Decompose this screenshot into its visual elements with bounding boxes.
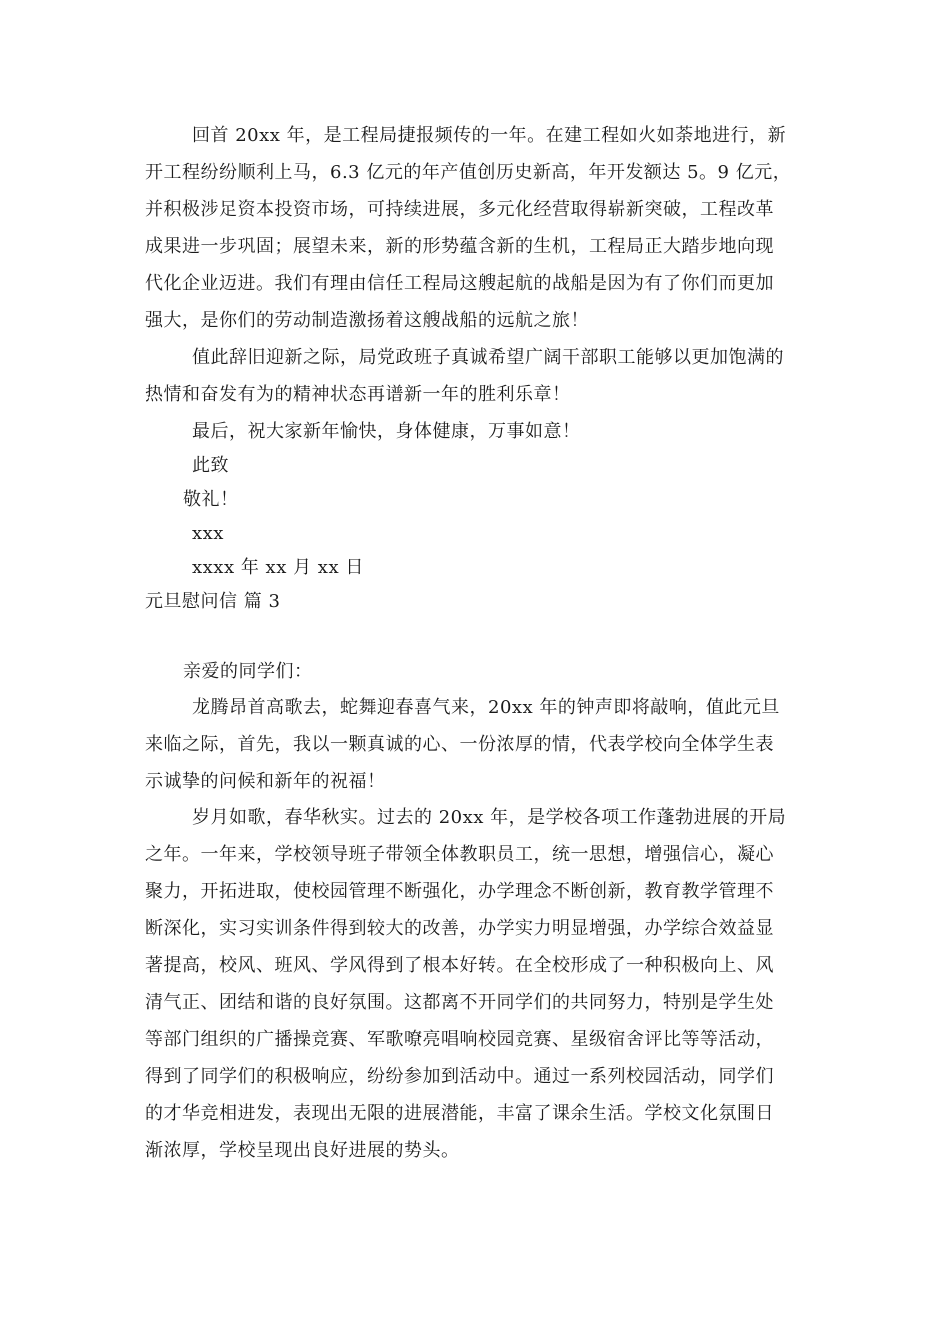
- paragraph3-line-2: 来临之际，首先，我以一颗真诚的心、一份浓厚的情，代表学校向全体学生表: [145, 734, 774, 755]
- paragraph2-line-1: 值此辞旧迎新之际，局党政班子真诚希望广阔干部职工能够以更加饱满的: [192, 347, 784, 368]
- paragraph1-line-4: 成果进一步巩固；展望未来，新的形势蕴含新的生机，工程局正大踏步地向现: [145, 236, 774, 257]
- paragraph1-line-3: 并积极涉足资本投资市场，可持续进展，多元化经营取得崭新突破，工程改革: [145, 199, 774, 220]
- closing-jingli: 敬礼！: [183, 489, 239, 510]
- paragraph4-line-7: 等部门组织的广播操竞赛、军歌嘹亮唱响校园竞赛、星级宿舍评比等等活动，: [145, 1029, 774, 1050]
- paragraph1-line-1: 回首 20xx 年，是工程局捷报频传的一年。在建工程如火如荼地进行，新: [192, 125, 787, 146]
- paragraph4-line-5: 著提高，校风、班风、学风得到了根本好转。在全校形成了一种积极向上、风: [145, 955, 774, 976]
- paragraph4-line-9: 的才华竞相进发，表现出无限的进展潜能，丰富了课余生活。学校文化氛围日: [145, 1103, 774, 1124]
- paragraph4-line-2: 之年。一年来，学校领导班子带领全体教职员工，统一思想，增强信心，凝心: [145, 844, 774, 865]
- paragraph4-line-6: 清气正、团结和谐的良好氛围。这都离不开同学们的共同努力，特别是学生处: [145, 992, 774, 1013]
- closing-cizhi: 此致: [192, 455, 229, 476]
- paragraph4-line-4: 断深化，实习实训条件得到较大的改善，办学实力明显增强，办学综合效益显: [145, 918, 774, 939]
- paragraph1-line-2: 开工程纷纷顺利上马，6.3 亿元的年产值创历史新高，年开发额达 5。9 亿元，: [145, 162, 792, 183]
- paragraph3-line-3: 示诚挚的问候和新年的祝福！: [145, 771, 386, 792]
- paragraph2-line-2: 热情和奋发有为的精神状态再谱新一年的胜利乐章！: [145, 384, 571, 405]
- paragraph1-line-5: 代化企业迈进。我们有理由信任工程局这艘起航的战船是因为有了你们而更加: [145, 273, 774, 294]
- closing-wishes: 最后，祝大家新年愉快，身体健康，万事如意！: [192, 421, 581, 442]
- closing-date: xxxx 年 xx 月 xx 日: [192, 557, 364, 578]
- section-title: 元旦慰问信 篇 3: [145, 591, 281, 612]
- paragraph1-line-6: 强大，是你们的劳动制造激扬着这艘战船的远航之旅！: [145, 310, 589, 331]
- paragraph4-line-8: 得到了同学们的积极响应，纷纷参加到活动中。通过一系列校园活动，同学们: [145, 1066, 774, 1087]
- paragraph4-line-3: 聚力，开拓进取，使校园管理不断强化，办学理念不断创新，教育教学管理不: [145, 881, 774, 902]
- paragraph4-line-1: 岁月如歌，春华秋实。过去的 20xx 年，是学校各项工作蓬勃进展的开局: [192, 807, 787, 828]
- paragraph4-line-10: 渐浓厚，学校呈现出良好进展的势头。: [145, 1140, 460, 1161]
- salutation: 亲爱的同学们：: [183, 661, 313, 682]
- paragraph3-line-1: 龙腾昂首高歌去，蛇舞迎春喜气来，20xx 年的钟声即将敲响，值此元旦: [192, 697, 780, 718]
- closing-signature: xxx: [192, 523, 224, 544]
